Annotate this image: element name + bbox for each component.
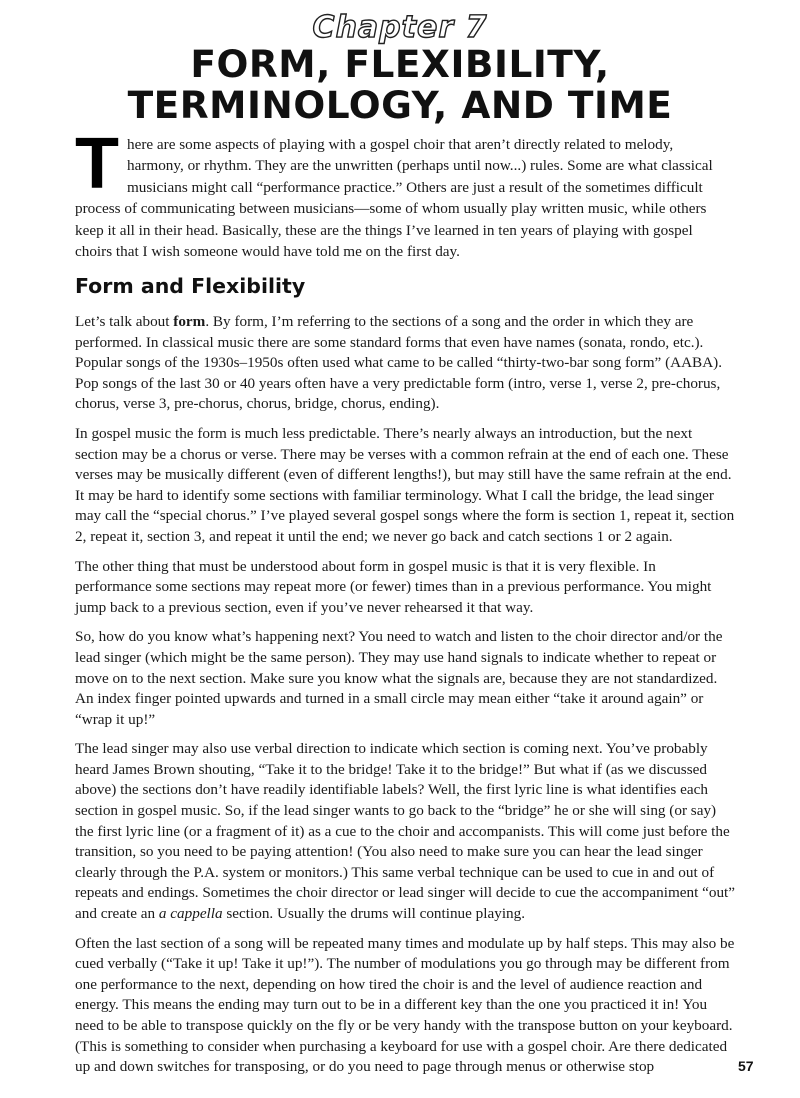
paragraph-5-text-a: The lead singer may also use verbal direction to indicate which section is coming next. You’ve probably heard James Brown shouting, “Take it to the bridge! Take it to the bridge!” But what if (as we discussed above) the sections don’t have readily identifiable labels? Well, the first lyric line is what identifies each section in gospel music. So, if the lead singer wants to go back to the “bridge” he or she will sing (or say) the first lyric line (or a fragment of it) as a cue to the choir and accompanists. This will come just before the transition, so you need to be paying attention! (You also need to make sure you can hear the lead singer clearly through the P.A. system or monitors.) This same verbal technique can be used to cue in and out of repeats and endings. Sometimes the choir director or lead singer will decide to cue the accompaniment “out” and create an: [75, 740, 736, 923]
paragraph-1-bold-term: form: [173, 313, 206, 330]
paragraph-4: So, how do you know what’s happening next? You need to watch and listen to the choir director and/or the lead singer (which might be the same person). They may use hand signals to indicate whether to repeat or move on to the next section. Make sure you know what the signals are, because they are not standardized. An index finger pointed upwards and turned in a small circle may mean either “take it around again” or “wrap it up!”: [75, 628, 723, 728]
paragraph-6: Often the last section of a song will be repeated many times and modulate up by half steps. This may also be cued verbally (“Take it up! Take it up!”). The number of modulations you go through may be different from one performance to the next, depending on how tired the choir is and the level of audience reaction and energy. This means the ending may turn out to be in a different key than the one you practiced it in! You need to be able to transpose quickly on the fly or be very handy with the transpose button on your keyboard. (This is something to consider when purchasing a keyboard for use with a gospel choir. Are there dedicated up and down switches for transposing, or do you need to page through menus or otherwise stop: [75, 934, 735, 1076]
paragraph-1-text-a: Let’s talk about: [75, 313, 174, 330]
page-number: 57: [738, 1058, 754, 1074]
paragraph-5: [75, 739, 735, 924]
paragraph-2: In gospel music the form is much less predictable. There’s nearly always an introduction, but the next section may be a chorus or verse. There may be verses with a common refrain at the end of each one. These verses may be musically different (even of different lengths!), but may still have the same refrain at the end. It may be hard to identify some sections with familiar terminology. What I call the bridge, the lead singer may call the “special chorus.” I’ve played several gospel songs where the form is section 1, repeat it, section 2, repeat it, section 3, and repeat it until the end; we never go back and catch sections 1 or 2 again.: [75, 424, 735, 545]
intro-paragraph: [75, 124, 730, 262]
paragraph-5-italic-term: a cappella: [158, 905, 223, 923]
paragraph-5-text-b: section. Usually the drums will continue playing.: [222, 905, 526, 923]
body-text: [75, 312, 735, 1087]
section-heading: Form and Flexibility: [75, 274, 306, 298]
chapter-title: [0, 44, 800, 126]
paragraph-3: The other thing that must be understood about form in gospel music is that it is very flexible. In performance some sections may repeat more (or fewer) times than in a previous performance. You might jump back to a previous section, even if you’ve never rehearsed it that way.: [75, 557, 712, 616]
chapter-label: Chapter 7: [312, 10, 488, 45]
chapter-title-line-1: FORM, FLEXIBILITY,: [190, 42, 610, 86]
intro-text: here are some aspects of playing with a gospel choir that aren’t directly related to melody, harmony, or rhythm. They are the unwritten (perhaps until now...) rules. Some are what classical musicians might call “performance practice.” Others are just a result of the sometimes difficult process of communicating between musicians—some of whom usually play written music, while others keep it all in their head. Basically, these are the things I’ve learned in ten years of playing with gospel choirs that I wish someone would have told me on the first day.: [75, 136, 713, 261]
paragraph-1-text-b: . By form, I’m referring to the sections of a song and the order in which they are performed. In classical music there are some standard forms that even have names (sonata, rondo, etc.). Popular songs of the 1930s–1950s often used what came to be called “thirty-two-bar song form” (AABA). Pop songs of the last 30 or 40 years often have a very predictable form (intro, verse 1, verse 2, pre-chorus, chorus, verse 3, pre-chorus, chorus, bridge, chorus, ending).: [75, 313, 723, 413]
paragraph-1: [75, 312, 735, 415]
drop-cap: T: [75, 124, 119, 204]
chapter-title-line-2: TERMINOLOGY, AND TIME: [127, 83, 673, 127]
